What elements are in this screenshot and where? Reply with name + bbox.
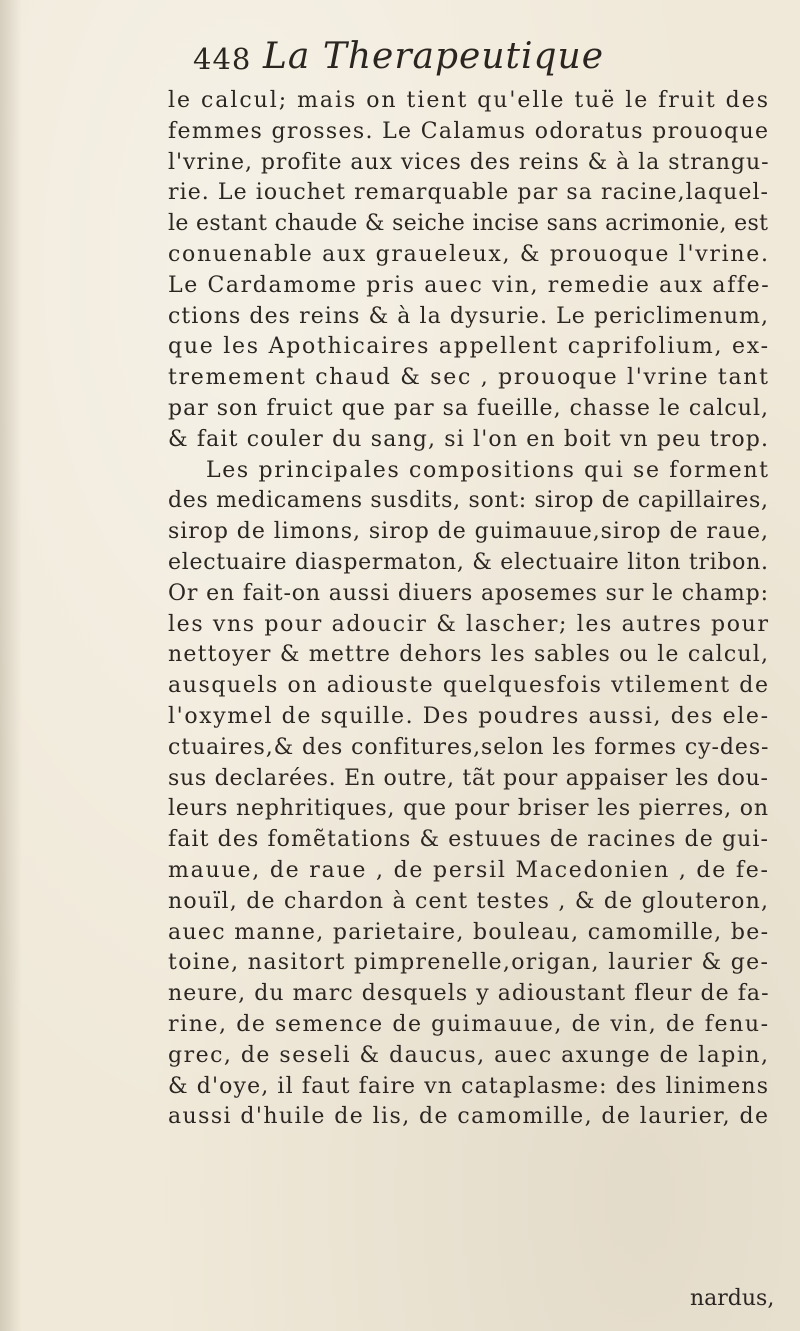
text-line: electuaire diaspermaton, & electuaire liton tribon. xyxy=(168,549,769,575)
page-number: 448 xyxy=(193,42,252,76)
text-line: & fait couler du sang, si l'on en boit vn peu trop. xyxy=(168,426,770,452)
running-title: La Therapeutique xyxy=(263,36,605,77)
text-line: ausquels on adiouste quelquesfois vtilement de xyxy=(168,673,770,699)
text-line: sus declarées. En outre, tãt pour appaiser les dou- xyxy=(168,765,769,791)
text-line: toine, nasitort pimprenelle,origan, laurier & ge- xyxy=(168,950,770,976)
text-line: Le Cardamome pris auec vin, remedie aux affe- xyxy=(168,272,771,298)
text-line: l'oxymel de squille. Des poudres aussi, des ele- xyxy=(168,703,770,729)
text-line: rie. Le iouchet remarquable par sa racine,laquel- xyxy=(168,180,770,206)
text-line: le estant chaude & seiche incise sans acrimonie, est xyxy=(168,211,769,237)
text-line: l'vrine, profite aux vices des reins & à la strangu- xyxy=(168,149,770,175)
text-line: auec manne, parietaire, bouleau, camomille, be- xyxy=(168,919,770,945)
text-line: Les principales compositions qui se forment xyxy=(206,457,770,483)
text-line: conuenable aux graueleux, & prouoque l'vrine. xyxy=(168,241,770,267)
catchword: nardus, xyxy=(690,1286,775,1311)
text-line: rine, de semence de guimauue, de vin, de fenu- xyxy=(168,1011,770,1037)
text-line: par son fruict que par sa fueille, chasse le calcul, xyxy=(168,395,769,421)
text-line: ctuaires,& des confitures,selon les formes cy-des- xyxy=(168,734,770,760)
text-line: nouïl, de chardon à cent testes , & de glouteron, xyxy=(168,888,770,914)
text-line: mauue, de raue , de persil Macedonien , de fe- xyxy=(168,857,770,883)
text-line: ctions des reins & à la dysurie. Le periclimenum, xyxy=(168,303,770,329)
text-line: fait des fomẽtations & estuues de racines de gui- xyxy=(168,827,770,853)
text-line: les vns pour adoucir & lascher; les autres pour xyxy=(168,611,770,637)
text-line: des medicamens susdits, sont: sirop de capillaires, xyxy=(168,488,769,514)
text-line: femmes grosses. Le Calamus odoratus prouoque xyxy=(168,118,770,144)
text-line: Or en fait-on aussi diuers aposemes sur le champ: xyxy=(168,580,769,606)
text-line: sirop de limons, sirop de guimauue,sirop de raue, xyxy=(168,519,769,545)
running-head xyxy=(193,36,753,86)
text-line: neure, du marc desquels y adioustant fleur de fa- xyxy=(168,981,770,1007)
text-line: nettoyer & mettre dehors les sables ou le calcul, xyxy=(168,642,770,668)
page-gutter-shadow xyxy=(0,0,22,1331)
text-line: aussi d'huile de lis, de camomille, de laurier, de xyxy=(168,1104,770,1130)
text-line: le calcul; mais on tient qu'elle tuë le fruit des xyxy=(168,88,770,113)
text-line: que les Apothicaires appellent caprifolium, ex- xyxy=(168,334,770,360)
body-text xyxy=(168,86,771,1133)
text-line: & d'oye, il faut faire vn cataplasme: des linimens xyxy=(168,1073,770,1099)
text-line: tremement chaud & sec , prouoque l'vrine tant xyxy=(168,365,770,391)
text-line: grec, de seseli & daucus, auec axunge de lapin, xyxy=(168,1042,770,1068)
text-line: leurs nephritiques, que pour briser les pierres, on xyxy=(168,796,769,822)
